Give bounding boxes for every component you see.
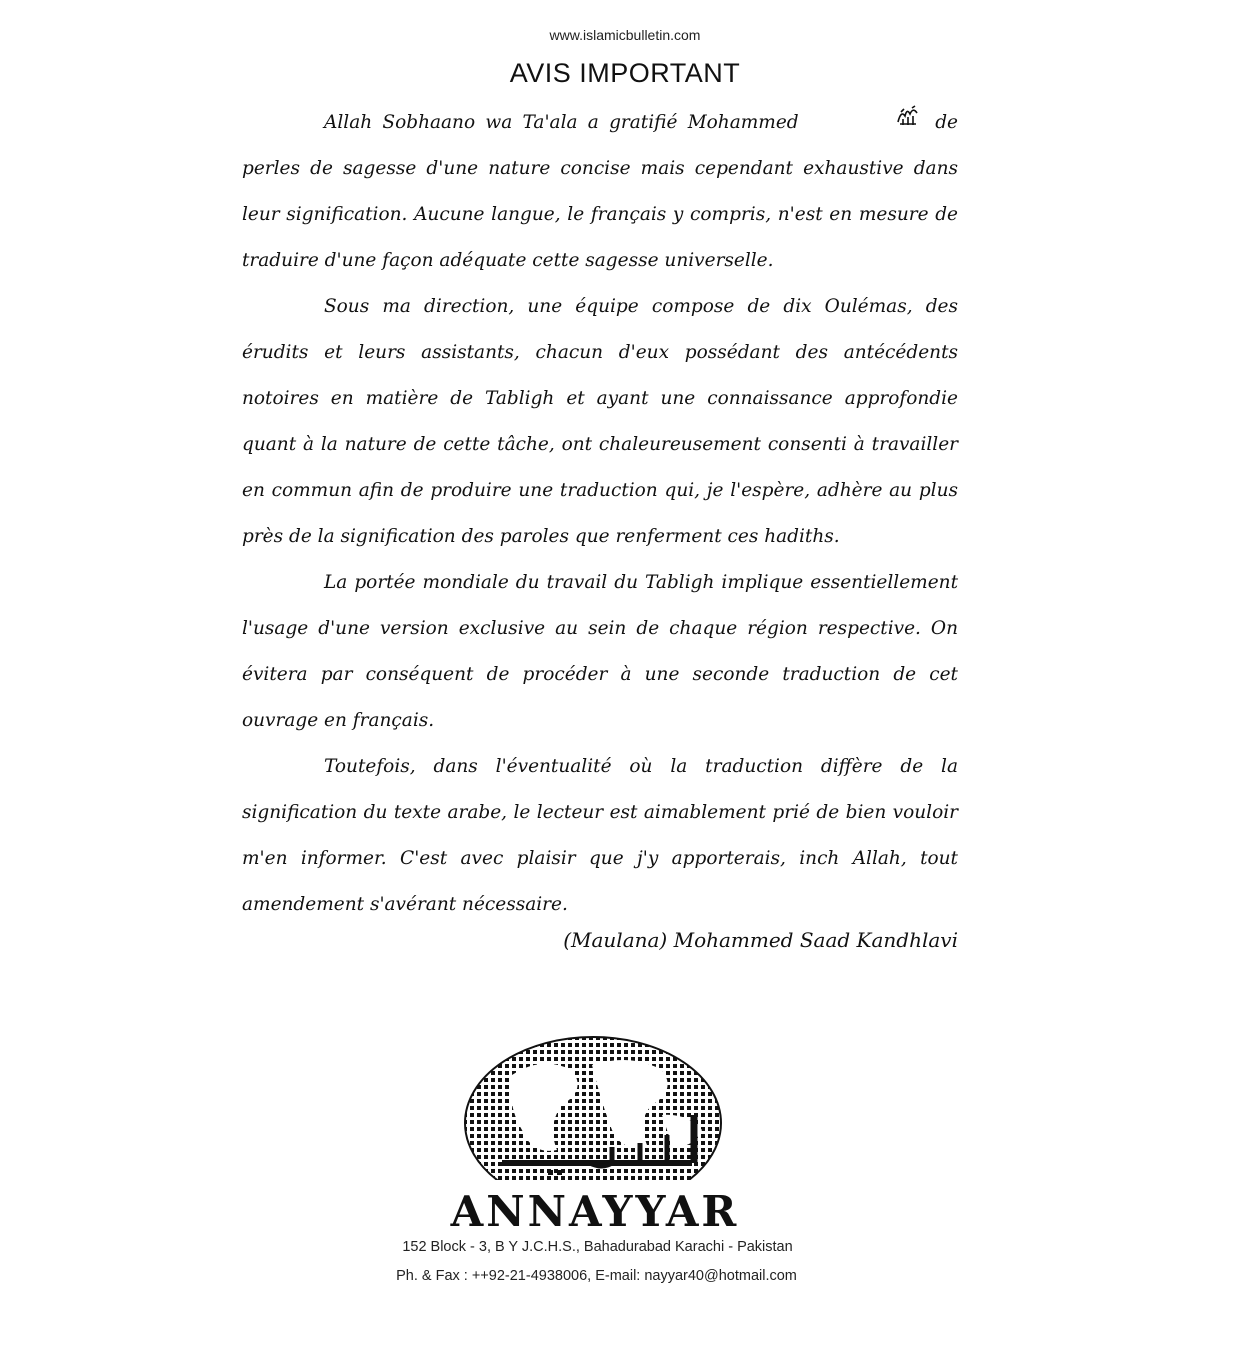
globe-logo-icon (462, 1035, 724, 1180)
paragraph-2: Sous ma direction, une équipe compose de dix Oulémas, des érudits et leurs assistants, chacun d'eux possédant des antécédents notoires en matière de Tabligh et ayant une connaissance approfondie quant à la nature de cette tâche, ont chaleureusement consenti à travailler en commun afin de produire une traduction qui, je l'espère, adhère au plus près de la signification des paroles que renferment ces hadiths. (242, 296, 958, 547)
notice-body (242, 100, 958, 928)
page-title: AVIS IMPORTANT (509, 58, 741, 88)
paragraph-1-text-start: Allah Sobhaano wa Ta'ala a gratifié Mohammed (324, 112, 799, 133)
publisher-contact: Ph. & Fax : ++92-21-4938006, E-mail: nayyar40@hotmail.com (396, 1268, 797, 1284)
paragraph-1-text-end: de perles de sagesse d'une nature concise mais cependant exhaustive dans leur signification. Aucune langue, le français y compris, n'est en mesure de traduire d'une façon adéquate cette sagesse universelle. (242, 112, 958, 271)
paragraph-1 (242, 100, 958, 284)
publisher-name: ANNAYYAR (450, 1187, 740, 1236)
signature: (Maulana) Mohammed Saad Kandhlavi (563, 928, 958, 952)
paragraph-4: Toutefois, dans l'éventualité où la traduction diffère de la signification du texte arabe, le lecteur est aimablement prié de bien vouloir m'en informer. C'est avec plaisir que j'y apporterais, inch Allah, tout amendement s'avérant nécessaire. (242, 756, 958, 915)
paragraph-3: La portée mondiale du travail du Tabligh implique essentiellement l'usage d'une version exclusive au sein de chaque région respective. On évitera par conséquent de procéder à une seconde traduction de cet ouvrage en français. (242, 572, 958, 731)
publisher-address: 152 Block - 3, B Y J.C.H.S., Bahadurabad Karachi - Pakistan (402, 1239, 793, 1255)
site-url: www.islamicbulletin.com (549, 27, 701, 43)
pbuh-calligraphy-icon (813, 100, 921, 146)
